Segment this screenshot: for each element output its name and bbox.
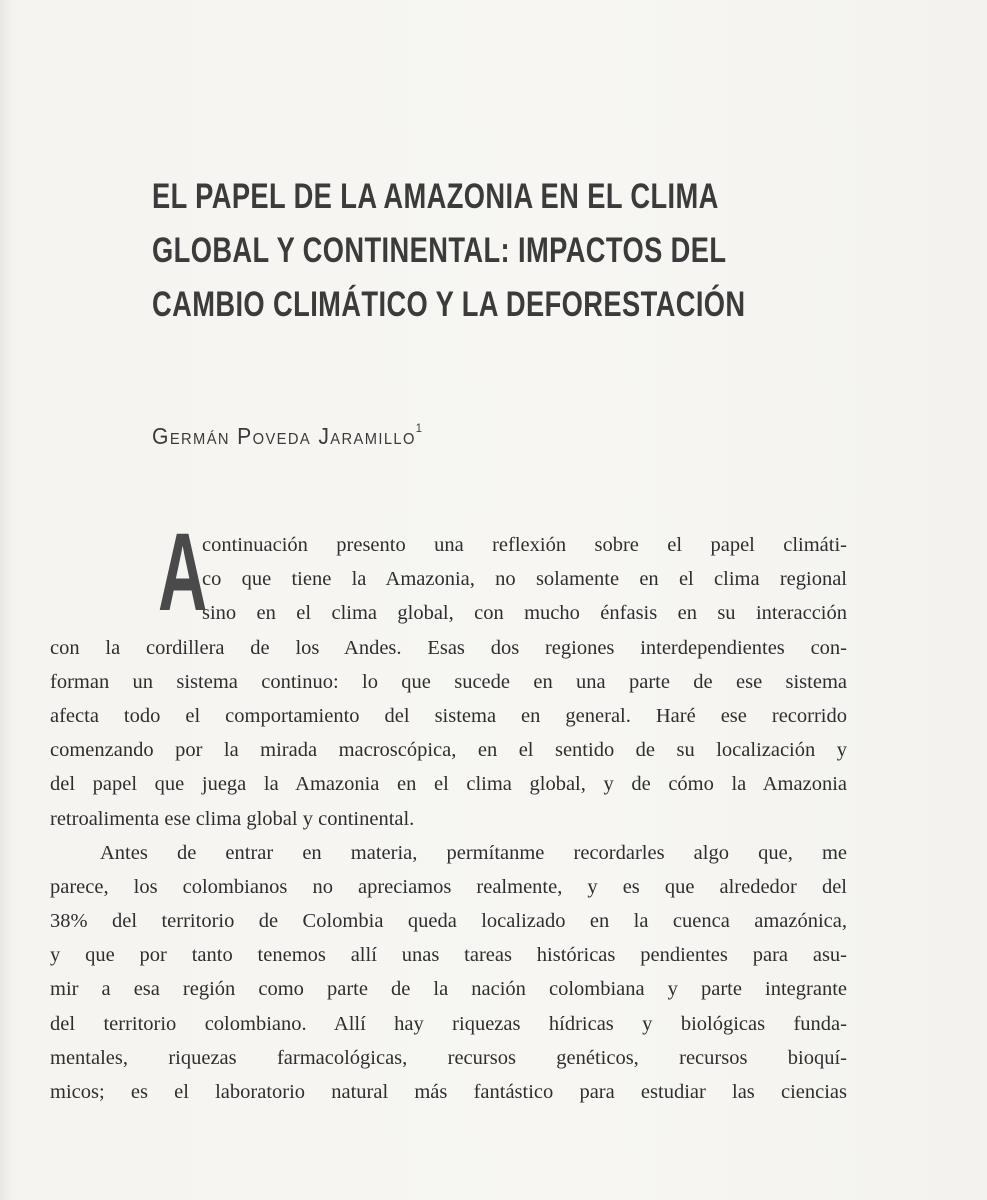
text-line: sino en el clima global, con mucho énfasis en su interacción — [202, 602, 847, 625]
text-line: mentales, riquezas farmacológicas, recursos genéticos, recursos bioquí- — [50, 1046, 847, 1069]
drop-cap: A — [158, 511, 208, 634]
body-text — [50, 511, 847, 1109]
text-line: co que tiene la Amazonia, no solamente en el clima regional — [202, 568, 847, 591]
chapter-title — [152, 170, 746, 332]
author-name: Germán Poveda Jaramillo — [152, 423, 416, 449]
text-line: 38% del territorio de Colombia queda localizado en la cuenca amazónica, — [50, 910, 847, 933]
title-line: EL PAPEL DE LA AMAZONIA EN EL CLIMA — [152, 177, 719, 216]
text-line: del papel que juega la Amazonia en el clima global, y de cómo la Amazonia — [50, 773, 847, 796]
paragraph-1 — [50, 511, 847, 836]
text-line: mir a esa región como parte de la nación colombiana y parte integrante — [50, 978, 847, 1001]
text-line: Antes de entrar en materia, permítanme recordarles algo que, me — [100, 841, 847, 864]
author-byline — [152, 423, 422, 450]
author-footnote-marker: 1 — [415, 421, 422, 435]
text-line: comenzando por la mirada macroscópica, en el sentido de su localización y — [50, 739, 847, 762]
text-line: con la cordillera de los Andes. Esas dos regiones interdependientes con- — [50, 636, 847, 659]
text-line: continuación presento una reflexión sobre el papel climáti- — [202, 534, 847, 556]
title-line: CAMBIO CLIMÁTICO Y LA DEFORESTACIÓN — [152, 285, 746, 324]
text-line: del territorio colombiano. Allí hay riquezas hídricas y biológicas funda- — [50, 1012, 847, 1035]
text-line: y que por tanto tenemos allí unas tareas históricas pendientes para asu- — [50, 944, 847, 967]
title-line: GLOBAL Y CONTINENTAL: IMPACTOS DEL — [152, 231, 727, 270]
paragraph-2 — [50, 836, 847, 1110]
text-line: micos; es el laboratorio natural más fantástico para estudiar las ciencias — [50, 1081, 847, 1103]
text-line: afecta todo el comportamiento del sistema en general. Haré ese recorrido — [50, 704, 847, 727]
text-line: parece, los colombianos no apreciamos realmente, y es que alrededor del — [50, 875, 847, 898]
text-line: retroalimenta ese clima global y continental. — [50, 807, 415, 830]
text-line: forman un sistema continuo: lo que sucede en una parte de ese sistema — [50, 670, 847, 693]
